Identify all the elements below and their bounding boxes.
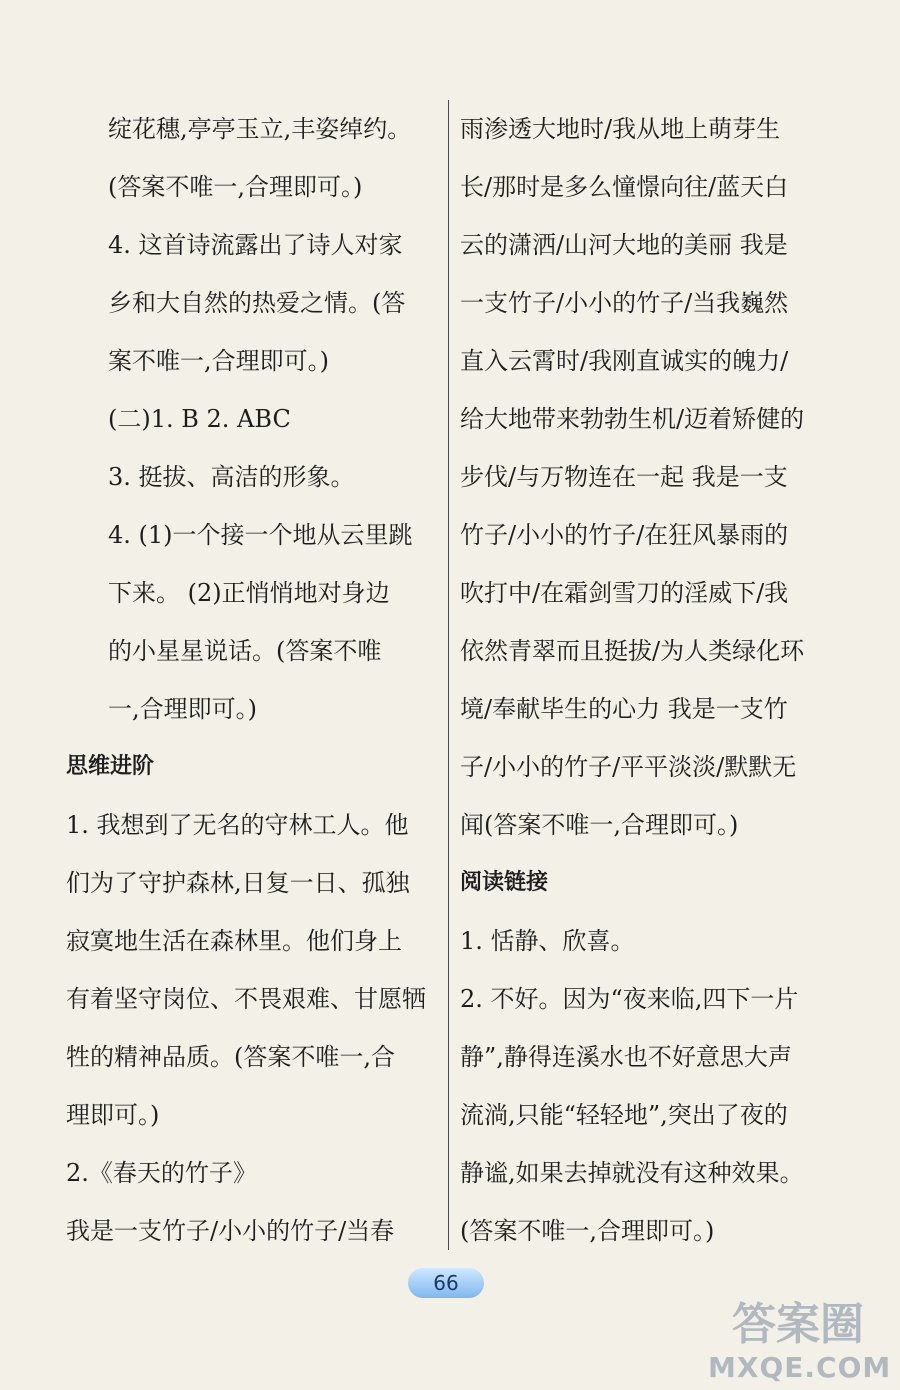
text-line: 闻(答案不唯一,合理即可。) (460, 811, 739, 839)
text-line: 给大地带来勃勃生机/迈着矫健的 (460, 405, 805, 433)
text-line: 们为了守护森林,日复一日、孤独 (66, 869, 410, 897)
text-line: 绽花穗,亭亭玉立,丰姿绰约。 (108, 115, 412, 143)
section-heading: 思维进阶 (66, 754, 155, 779)
text-line: 静”,静得连溪水也不好意思大声 (460, 1043, 792, 1071)
watermark-text: 答案圈 (732, 1299, 864, 1350)
watermark-url: MXQE.COM (708, 1351, 892, 1384)
text-line: 雨渗透大地时/我从地上萌芽生 (460, 115, 781, 143)
text-line: 直入云霄时/我刚直诚实的魄力/ (460, 347, 789, 375)
text-line: (答案不唯一,合理即可。) (460, 1217, 715, 1245)
text-line: 依然青翠而且挺拔/为人类绿化环 (460, 637, 805, 665)
text-line: 乡和大自然的热爱之情。(答 (108, 289, 406, 317)
text-line: 境/奉献毕生的心力 我是一支竹 (460, 695, 788, 723)
text-line: 3. 挺拔、高洁的形象。 (108, 463, 355, 491)
text-line: (答案不唯一,合理即可。) (108, 173, 363, 201)
text-line: 一,合理即可。) (108, 695, 257, 723)
text-line: 理即可。) (66, 1101, 160, 1129)
text-line: 2. 不好。因为“夜来临,四下一片 (460, 985, 799, 1013)
text-line: 牲的精神品质。(答案不唯一,合 (66, 1043, 395, 1071)
section-heading: 阅读链接 (460, 870, 549, 895)
watermark-logo (708, 1299, 892, 1384)
text-line: (二)1. B 2. ABC (108, 405, 291, 433)
page-number: 66 (408, 1268, 484, 1298)
text-line: 我是一支竹子/小小的竹子/当春 (66, 1217, 395, 1245)
text-line: 4. 这首诗流露出了诗人对家 (108, 231, 403, 259)
text-line: 寂寞地生活在森林里。他们身上 (66, 927, 402, 955)
text-line: 步伐/与万物连在一起 我是一支 (460, 463, 788, 491)
text-line: 4. (1)一个接一个地从云里跳 (108, 521, 413, 549)
text-line: 流淌,只能“轻轻地”,突出了夜的 (460, 1101, 788, 1129)
column-divider (448, 100, 449, 1250)
text-line: 1. 我想到了无名的守林工人。他 (66, 811, 409, 839)
text-line: 子/小小的竹子/平平淡淡/默默无 (460, 753, 797, 781)
text-line: 吹打中/在霜剑雪刀的淫威下/我 (460, 579, 789, 607)
left-column (66, 100, 438, 1260)
text-line: 的小星星说话。(答案不唯 (108, 637, 382, 665)
right-column (460, 100, 840, 1260)
text-line: 1. 恬静、欣喜。 (460, 927, 635, 955)
text-line: 有着坚守岗位、不畏艰难、甘愿牺 (66, 985, 426, 1013)
text-line: 静谧,如果去掉就没有这种效果。 (460, 1159, 804, 1187)
text-line: 2.《春天的竹子》 (66, 1159, 257, 1187)
text-line: 一支竹子/小小的竹子/当我巍然 (460, 289, 789, 317)
text-line: 长/那时是多么憧憬向往/蓝天白 (460, 173, 789, 201)
text-line: 云的潇洒/山河大地的美丽 我是 (460, 231, 788, 259)
text-line: 竹子/小小的竹子/在狂风暴雨的 (460, 521, 789, 549)
text-line: 案不唯一,合理即可。) (108, 347, 329, 375)
text-line: 下来。 (2)正悄悄地对身边 (108, 579, 390, 607)
